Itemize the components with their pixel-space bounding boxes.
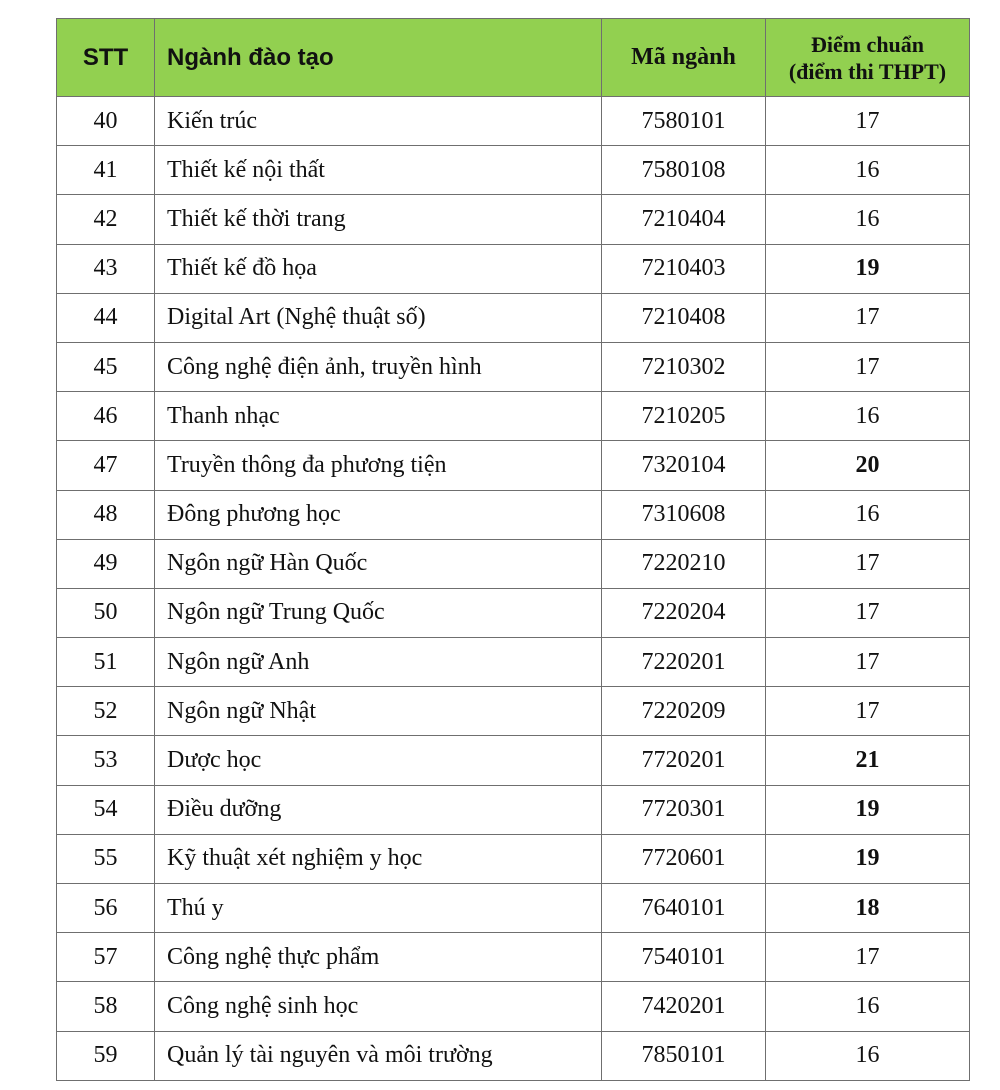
table-row (57, 785, 970, 834)
cell-program-code: 7720201 (602, 736, 766, 785)
cell-stt: 54 (57, 785, 155, 834)
cell-program-name: Thú y (155, 884, 602, 933)
table-row (57, 97, 970, 146)
cell-stt: 57 (57, 933, 155, 982)
cell-cutoff-score: 17 (766, 97, 970, 146)
cell-program-code: 7580101 (602, 97, 766, 146)
cell-program-name: Dược học (155, 736, 602, 785)
cell-cutoff-score: 20 (766, 441, 970, 490)
cell-cutoff-score: 19 (766, 834, 970, 883)
cell-program-code: 7850101 (602, 1031, 766, 1080)
table-row (57, 539, 970, 588)
cell-cutoff-score: 16 (766, 490, 970, 539)
cell-program-code: 7540101 (602, 933, 766, 982)
cell-stt: 43 (57, 244, 155, 293)
header-stt: STT (57, 19, 155, 97)
table-row (57, 146, 970, 195)
cell-stt: 55 (57, 834, 155, 883)
cell-program-name: Thiết kế nội thất (155, 146, 602, 195)
cell-program-name: Điều dưỡng (155, 785, 602, 834)
cell-program-name: Thanh nhạc (155, 392, 602, 441)
cell-cutoff-score: 19 (766, 785, 970, 834)
cell-program-code: 7210205 (602, 392, 766, 441)
admission-scores-table (56, 18, 970, 1081)
table-row (57, 490, 970, 539)
cell-cutoff-score: 17 (766, 539, 970, 588)
cell-stt: 41 (57, 146, 155, 195)
table-row (57, 884, 970, 933)
cell-program-name: Kỹ thuật xét nghiệm y học (155, 834, 602, 883)
table-row (57, 293, 970, 342)
table-body (57, 97, 970, 1081)
cell-cutoff-score: 17 (766, 933, 970, 982)
cell-cutoff-score: 18 (766, 884, 970, 933)
cell-program-code: 7640101 (602, 884, 766, 933)
cell-program-name: Ngôn ngữ Hàn Quốc (155, 539, 602, 588)
cell-program-code: 7420201 (602, 982, 766, 1031)
admission-scores-table-container (56, 18, 969, 1081)
cell-program-name: Thiết kế đồ họa (155, 244, 602, 293)
cell-program-code: 7220210 (602, 539, 766, 588)
cell-program-code: 7210302 (602, 342, 766, 391)
cell-program-code: 7220201 (602, 638, 766, 687)
cell-cutoff-score: 17 (766, 342, 970, 391)
cell-program-code: 7720301 (602, 785, 766, 834)
cell-program-code: 7210408 (602, 293, 766, 342)
table-row (57, 441, 970, 490)
cell-stt: 59 (57, 1031, 155, 1080)
cell-program-name: Digital Art (Nghệ thuật số) (155, 293, 602, 342)
header-cutoff-score-line1: Điểm chuẩn (810, 31, 925, 57)
table-header (57, 19, 970, 97)
cell-stt: 53 (57, 736, 155, 785)
cell-cutoff-score: 17 (766, 638, 970, 687)
header-program-code: Mã ngành (602, 19, 766, 97)
cell-cutoff-score: 19 (766, 244, 970, 293)
table-row (57, 933, 970, 982)
header-cutoff-score-line2: (điểm thi THPT) (788, 58, 947, 84)
cell-cutoff-score: 16 (766, 982, 970, 1031)
cell-program-name: Ngôn ngữ Nhật (155, 687, 602, 736)
cell-program-name: Quản lý tài nguyên và môi trường (155, 1031, 602, 1080)
cell-program-code: 7220209 (602, 687, 766, 736)
cell-cutoff-score: 21 (766, 736, 970, 785)
cell-stt: 46 (57, 392, 155, 441)
cell-program-code: 7220204 (602, 588, 766, 637)
table-row (57, 982, 970, 1031)
cell-program-name: Ngôn ngữ Anh (155, 638, 602, 687)
cell-cutoff-score: 17 (766, 687, 970, 736)
cell-cutoff-score: 16 (766, 392, 970, 441)
table-row (57, 244, 970, 293)
table-row (57, 588, 970, 637)
cell-cutoff-score: 16 (766, 195, 970, 244)
table-row (57, 392, 970, 441)
cell-program-name: Thiết kế thời trang (155, 195, 602, 244)
cell-program-code: 7210403 (602, 244, 766, 293)
cell-stt: 56 (57, 884, 155, 933)
cell-cutoff-score: 16 (766, 146, 970, 195)
cell-program-name: Truyền thông đa phương tiện (155, 441, 602, 490)
cell-stt: 42 (57, 195, 155, 244)
cell-stt: 47 (57, 441, 155, 490)
cell-stt: 51 (57, 638, 155, 687)
cell-stt: 49 (57, 539, 155, 588)
cell-program-name: Ngôn ngữ Trung Quốc (155, 588, 602, 637)
table-row (57, 687, 970, 736)
cell-program-name: Công nghệ thực phẩm (155, 933, 602, 982)
cell-cutoff-score: 16 (766, 1031, 970, 1080)
cell-stt: 50 (57, 588, 155, 637)
table-row (57, 342, 970, 391)
cell-stt: 48 (57, 490, 155, 539)
cell-stt: 40 (57, 97, 155, 146)
cell-program-code: 7720601 (602, 834, 766, 883)
cell-program-code: 7580108 (602, 146, 766, 195)
cell-cutoff-score: 17 (766, 588, 970, 637)
cell-cutoff-score: 17 (766, 293, 970, 342)
header-cutoff-score (766, 19, 970, 97)
cell-program-code: 7310608 (602, 490, 766, 539)
table-row (57, 195, 970, 244)
cell-program-name: Công nghệ điện ảnh, truyền hình (155, 342, 602, 391)
cell-program-name: Đông phương học (155, 490, 602, 539)
table-row (57, 638, 970, 687)
cell-stt: 58 (57, 982, 155, 1031)
cell-stt: 44 (57, 293, 155, 342)
cell-program-code: 7210404 (602, 195, 766, 244)
table-row (57, 736, 970, 785)
table-row (57, 1031, 970, 1080)
header-row (57, 19, 970, 97)
cell-stt: 45 (57, 342, 155, 391)
table-row (57, 834, 970, 883)
cell-stt: 52 (57, 687, 155, 736)
cell-program-name: Kiến trúc (155, 97, 602, 146)
cell-program-code: 7320104 (602, 441, 766, 490)
cell-program-name: Công nghệ sinh học (155, 982, 602, 1031)
header-program-name: Ngành đào tạo (155, 19, 602, 97)
